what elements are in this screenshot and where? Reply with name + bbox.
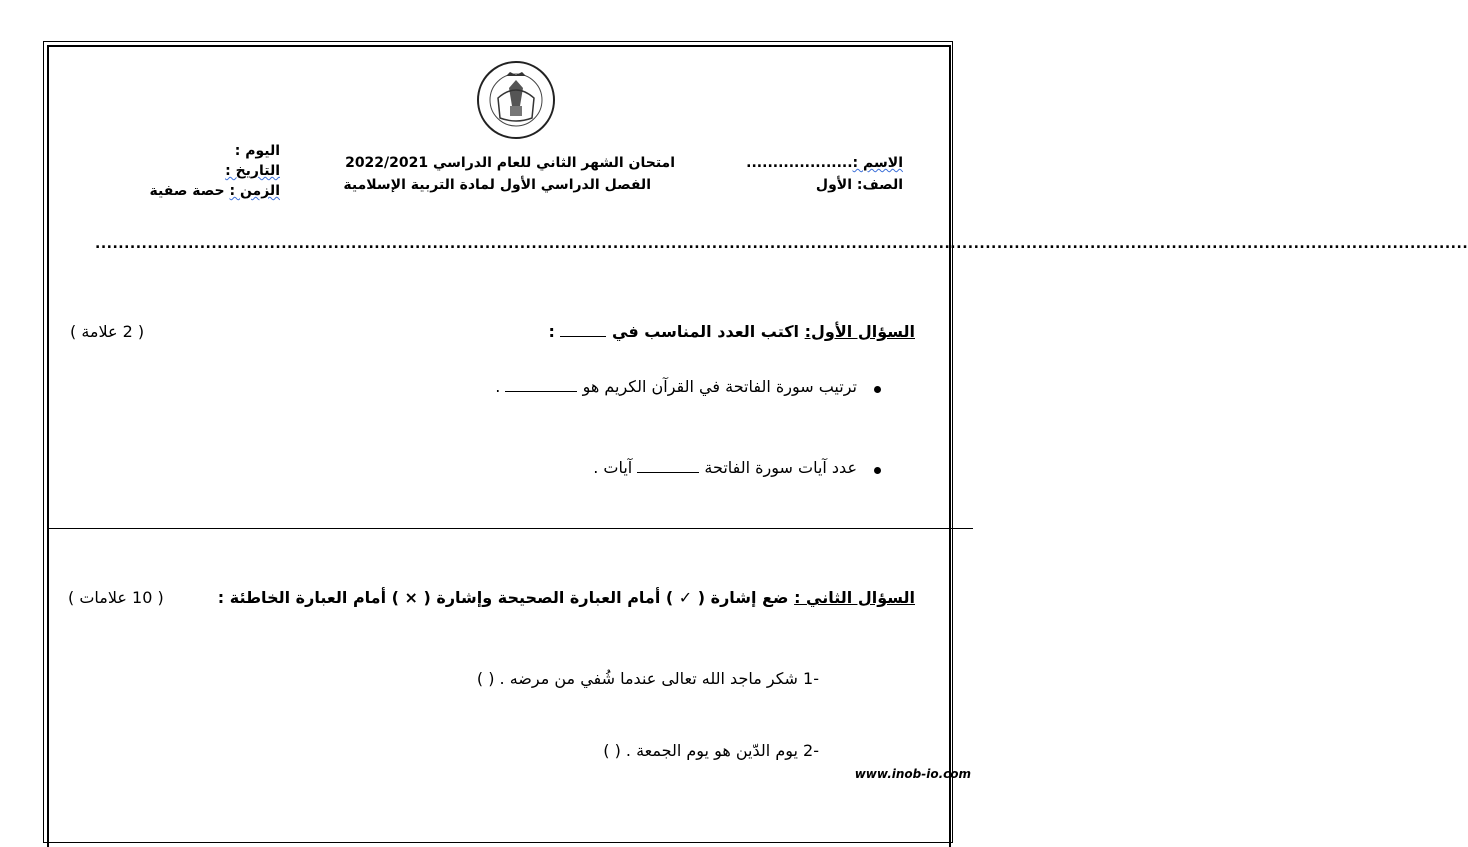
q2-marks: ( 10 علامات ): [68, 588, 164, 607]
name-dots: ....................: [746, 155, 853, 171]
q1-heading: [548, 322, 915, 341]
ministry-seal: [476, 60, 556, 140]
q2-label: السؤال الثاني :: [794, 588, 915, 607]
section-divider: [47, 528, 973, 529]
q2-heading: [218, 588, 915, 607]
date-label: التاريخ :: [225, 163, 280, 179]
q1-instruction: اكتب العدد المناسب في: [612, 322, 800, 341]
q2-item-1-num: -1: [803, 669, 819, 688]
q2-item-2-num: -2: [803, 741, 819, 760]
time-line: [150, 183, 280, 199]
class-line: [816, 177, 903, 193]
class-value: الأول: [815, 177, 852, 193]
name-line: [746, 155, 903, 171]
q1-bullet-1: [874, 386, 881, 393]
q1-item-1-text: ترتيب سورة الفاتحة في القرآن الكريم هو: [582, 377, 857, 396]
q1-heading-blank: [560, 336, 606, 337]
q2-item-1-text: شكر ماجد الله تعالى عندما شُفي من مرضه .: [499, 669, 798, 688]
q1-bullet-2: [874, 467, 881, 474]
time-label: الزمن :: [229, 183, 280, 199]
header-separator: ............................................................................................................................................................................................................................................: [95, 236, 1468, 252]
q2-item-2: [603, 741, 819, 760]
q2-item-2-text: يوم الدّين هو يوم الجمعة .: [625, 741, 798, 760]
day-label: اليوم :: [234, 143, 280, 159]
q1-colon: :: [548, 322, 555, 341]
exam-subtitle: الفصل الدراسي الأول لمادة التربية الإسلامية: [343, 177, 651, 193]
site-watermark: www.inob-io.com: [854, 767, 971, 781]
q1-item-2-text: عدد آيات سورة الفاتحة: [704, 458, 857, 477]
q1-item-1-end: .: [495, 377, 501, 396]
q1-item-2: [593, 458, 857, 477]
q1-label: السؤال الأول:: [804, 322, 915, 341]
time-value: حصة صفية: [149, 183, 225, 199]
q1-item-2-blank: [637, 472, 699, 473]
q2-item-1: [477, 669, 819, 688]
exam-title: امتحان الشهر الثاني للعام الدراسي 2022/2021: [345, 155, 675, 171]
q2-item-1-answer-box[interactable]: ( ): [476, 669, 495, 688]
q1-item-2-end: آيات .: [593, 458, 633, 477]
q2-item-2-answer-box[interactable]: ( ): [603, 741, 621, 760]
q1-item-1: [495, 377, 857, 396]
q1-item-1-blank: [505, 391, 577, 392]
q1-marks: ( 2 علامة ): [70, 322, 145, 341]
class-label: الصف:: [856, 177, 903, 193]
q2-instruction: ضع إشارة ( ✓ ) أمام العبارة الصحيحة وإشارة ( × ) أمام العبارة الخاطئة :: [217, 588, 789, 607]
name-label: الاسم :: [852, 155, 903, 171]
